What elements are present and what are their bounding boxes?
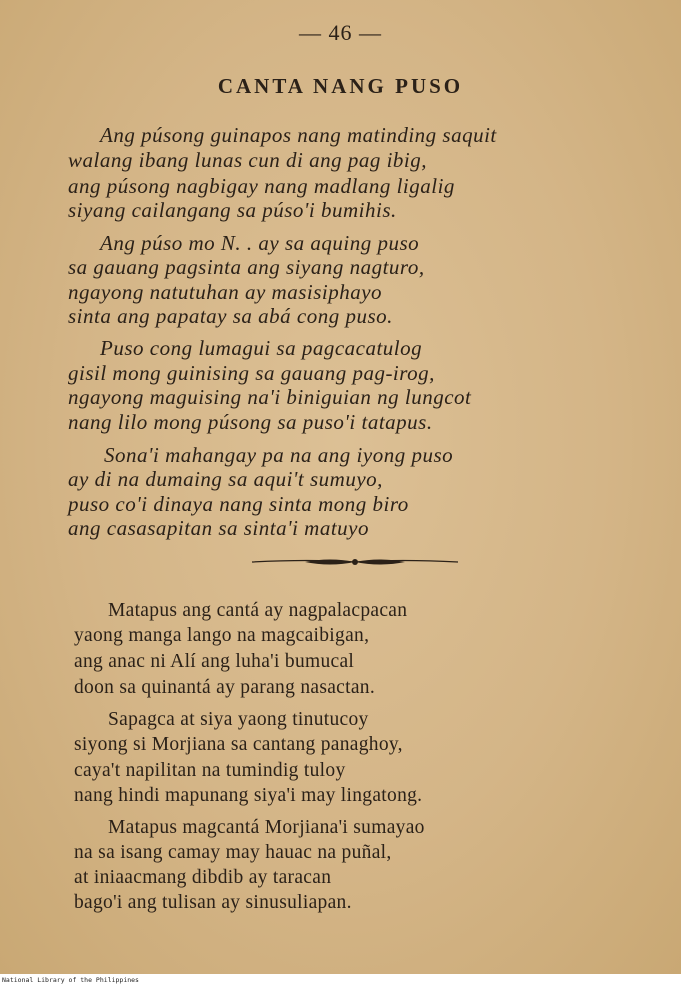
poem-line: sa gauang pagsinta ang siyang nagturo, bbox=[68, 255, 425, 279]
poem-line: walang ibang lunas cun di ang pag ibig, bbox=[68, 148, 428, 172]
page-number: — 46 — bbox=[299, 20, 382, 45]
poem-line: puso co'i dinaya nang sinta mong biro bbox=[68, 492, 409, 516]
poem-line: ay di na dumaing sa aqui't sumuyo, bbox=[68, 467, 383, 491]
narrative-line: siyong si Morjiana sa cantang panaghoy, bbox=[74, 734, 403, 755]
library-credit: National Library of the Philippines bbox=[2, 976, 139, 984]
poem-line: ang púsong nagbigay nang madlang ligalig bbox=[68, 174, 455, 198]
narrative-line: na sa isang camay may hauac na puñal, bbox=[74, 842, 392, 863]
narrative-line: doon sa quinantá ay parang nasactan. bbox=[74, 677, 376, 698]
narrative-line: Matapus magcantá Morjiana'i sumayao bbox=[108, 817, 425, 838]
poem-line: siyang cailangang sa púso'i bumihis. bbox=[68, 198, 397, 222]
poem-line: Ang púso mo N. . ay sa aquing puso bbox=[100, 231, 420, 255]
poem-line: ngayong maguising na'i biniguian ng lungcot bbox=[68, 385, 472, 409]
narrative-line: yaong manga lango na magcaibigan, bbox=[74, 625, 370, 646]
poem-line: Ang púsong guinapos nang matinding saquit bbox=[100, 123, 497, 147]
narrative-line: Sapagca at siya yaong tinutucoy bbox=[108, 709, 369, 730]
poem-title: CANTA NANG PUSO bbox=[217, 74, 464, 98]
narrative-line: at iniaacmang dibdib ay taracan bbox=[74, 867, 332, 888]
poem-line: Sona'i mahangay pa na ang iyong puso bbox=[104, 443, 454, 467]
poem-line: ngayong natutuhan ay masisiphayo bbox=[68, 280, 383, 304]
poem-line: gisil mong guinising sa gauang pag-irog, bbox=[68, 361, 435, 385]
poem-line: ang casasapitan sa sinta'i matuyo bbox=[68, 516, 369, 540]
poem-line: sinta ang papatay sa abá cong puso. bbox=[68, 304, 393, 328]
narrative-line: Matapus ang cantá ay nagpalacpacan bbox=[108, 600, 408, 621]
narrative-line: nang hindi mapunang siya'i may lingatong. bbox=[74, 785, 423, 806]
narrative-line: caya't napilitan na tumindig tuloy bbox=[74, 760, 346, 781]
poem-line: Puso cong lumagui sa pagcacatulog bbox=[100, 336, 423, 360]
narrative-line: ang anac ni Alí ang luha'i bumucal bbox=[74, 651, 355, 672]
ornament-divider bbox=[250, 556, 460, 568]
narrative-line: bago'i ang tulisan ay sinusuliapan. bbox=[74, 892, 352, 913]
poem-line: nang lilo mong púsong sa puso'i tatapus. bbox=[68, 410, 433, 434]
